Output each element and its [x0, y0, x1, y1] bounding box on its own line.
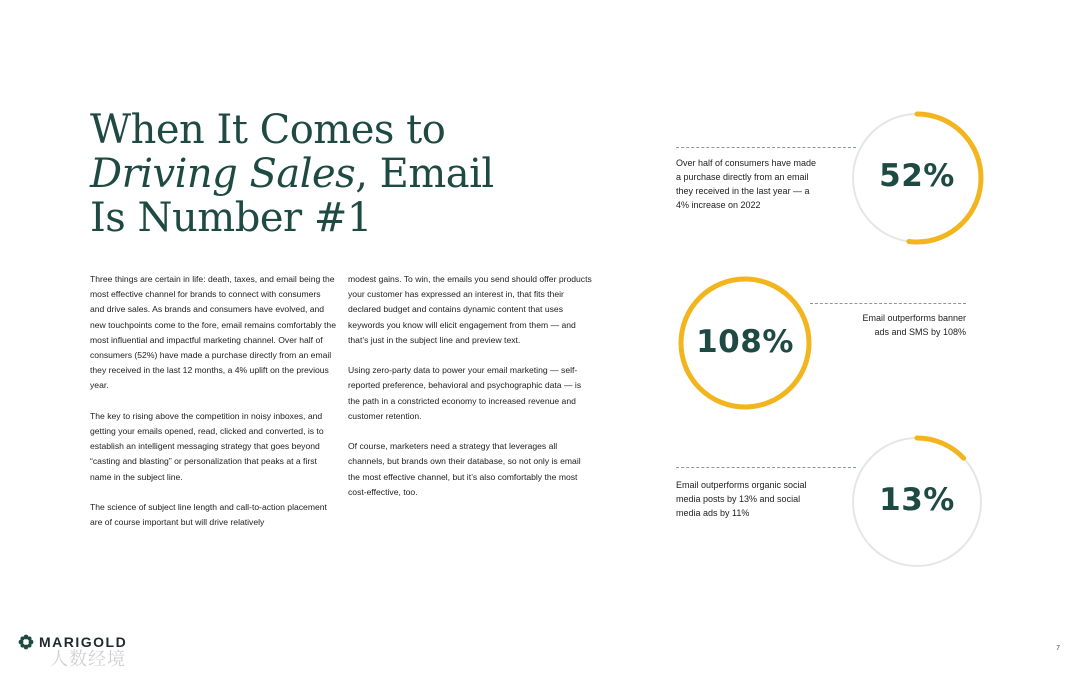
stat-3-value: 13%	[879, 482, 955, 518]
paragraph: Three things are certain in life: death, taxes, and email being the most effective channel for brands to connect with consumers and drive sales. As brands and consumers have evolved, and new touchpoints come to the fore, email remains comfortably the most influential and impactful marketing channel. Over half of consumers (52%) have made a purchase directly from an email they received in the last 12 months, a 4% uplift on the previous year.	[90, 274, 336, 391]
paragraph: modest gains. To win, the emails you send should offer products your customer has expressed an interest in, that fits their declared budget and contains dynamic content that uses keywords you know will elicit engagement from them — and that’s just in the subject line and preview text.	[348, 274, 592, 345]
stat-1-dotted-rule	[676, 147, 856, 148]
headline-line-3: Is Number #1	[90, 195, 372, 241]
body-column-right	[348, 272, 594, 515]
stat-1-value: 52%	[879, 158, 955, 194]
stat-2-value: 108%	[696, 324, 794, 360]
paragraph: Of course, marketers need a strategy that leverages all channels, but brands own their database, so not only is email the most effective channel, but it’s also comfortably the most cost-effective, too.	[348, 441, 581, 497]
marigold-flower-icon	[18, 634, 34, 650]
paragraph: Using zero-party data to power your email marketing — self-reported preference, behavioral and psychographic data — is the path in a constricted economy to increased revenue and customer retention.	[348, 365, 582, 421]
page-number: 7	[1056, 645, 1060, 652]
headline-emphasis: Driving Sales	[90, 151, 356, 197]
logo-wordmark: MARIGOLD	[39, 634, 128, 650]
stat-1-description: Over half of consumers have made a purchase directly from an email they received in the last year — a 4% increase on 2022	[676, 158, 817, 210]
stat-2-dotted-rule	[810, 303, 966, 304]
paragraph: The science of subject line length and call-to-action placement are of course important but will drive relatively	[90, 502, 327, 528]
headline-line-1: When It Comes to	[90, 107, 446, 153]
stat-2-description: Email outperforms banner ads and SMS by 108%	[862, 313, 966, 337]
stat-3-dotted-rule	[676, 467, 856, 468]
headline-line-2-rest: , Email	[355, 151, 494, 197]
body-column-left	[90, 272, 336, 546]
page-title	[90, 108, 510, 240]
paragraph: The key to rising above the competition in noisy inboxes, and getting your emails opened, read, clicked and converted, is to establish an intelligent messaging strategy that goes beyond “casting and blasting” or personalization that peaks at a first name in the subject line.	[90, 410, 324, 482]
stat-3-description: Email outperforms organic social media posts by 13% and social media ads by 11%	[676, 480, 807, 518]
watermark: 人数经境	[50, 649, 126, 670]
